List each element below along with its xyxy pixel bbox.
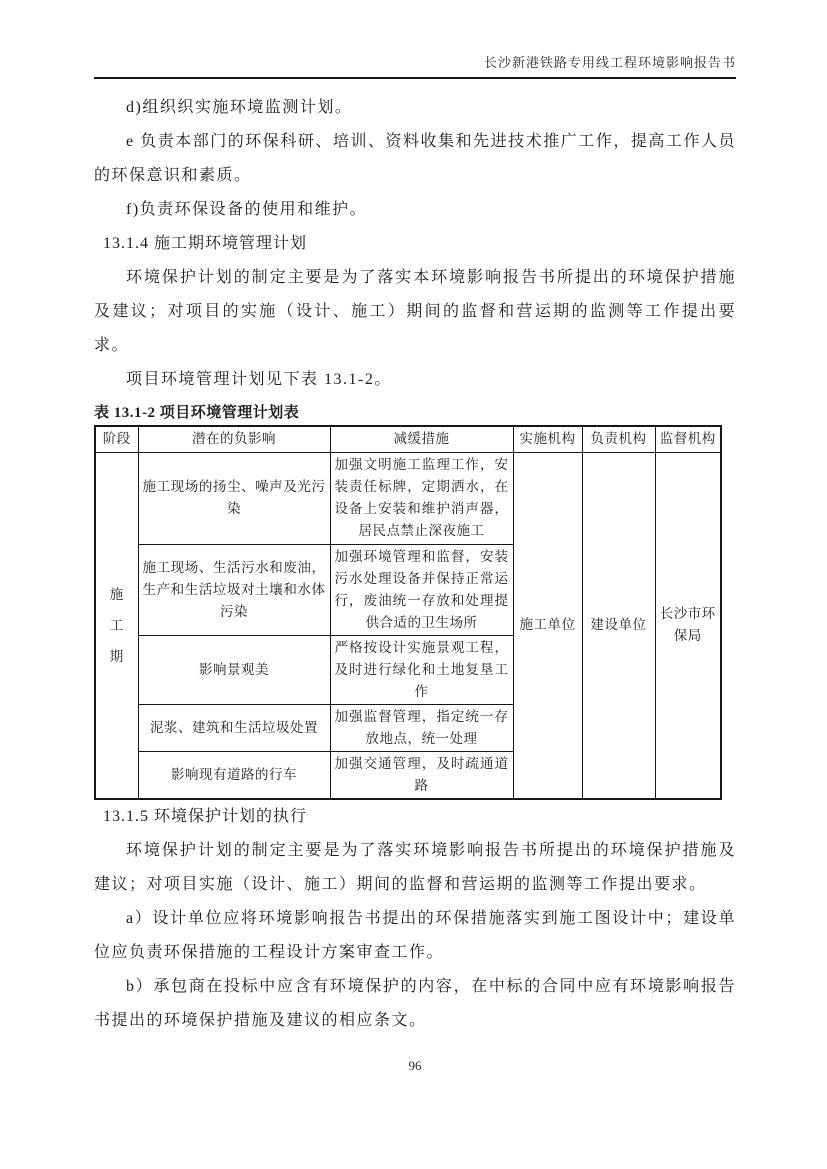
impact-cell: 影响现有道路的行车: [138, 751, 330, 799]
page-content: [94, 0, 736, 1038]
mitigation-cell: 加强文明施工监理工作，安装责任标牌，定期洒水，在设备上安装和维护消声器，居民点禁止深夜施工: [330, 452, 513, 544]
responsible-org-cell: 建设单位: [582, 452, 655, 799]
management-plan-table: [94, 425, 722, 800]
paragraph-item-a: a）设计单位应将环境影响报告书提出的环保措施落实到施工图设计中；建设单位应负责环保措施的工程设计方案审查工作。: [94, 910, 736, 961]
impact-cell: 施工现场、生活污水和废油，生产和生活垃圾对土壤和水体污染: [138, 544, 330, 635]
impact-cell: 影响景观美: [138, 635, 330, 704]
mitigation-cell: 严格按设计实施景观工程，及时进行绿化和土地复垦工作: [330, 635, 513, 704]
paragraph-plan-2: 环境保护计划的制定主要是为了落实环境影响报告书所提出的环境保护措施及建议；对项目实施（设计、施工）期间的监督和营运期的监测等工作提出要求。: [94, 842, 736, 893]
impact-cell: 泥浆、建筑和生活垃圾处置: [138, 704, 330, 751]
running-header: [94, 0, 736, 79]
table-row: [95, 452, 721, 544]
column-header-impact: 潜在的负影响: [138, 426, 330, 452]
paragraph-plan-1: 环境保护计划的制定主要是为了落实本环境影响报告书所提出的环境保护措施及建议；对项目的实施（设计、施工）期间的监督和营运期的监测等工作提出要求。: [94, 269, 736, 354]
column-header-stage: 阶段: [95, 426, 138, 452]
paragraph-item-d: d)组织织实施环境监测计划。: [126, 99, 353, 116]
paragraph-item-e: e 负责本部门的环保科研、培训、资料收集和先进技术推广工作，提高工作人员的环保意识和素质。: [94, 133, 736, 184]
column-header-implementing-org: 实施机构: [513, 426, 582, 452]
column-header-supervising-org: 监督机构: [655, 426, 721, 452]
mitigation-cell: 加强交通管理，及时疏通道路: [330, 751, 513, 799]
supervising-org-cell: 长沙市环保局: [655, 452, 721, 799]
section-heading-13-1-4: 13.1.4 施工期环境管理计划: [103, 235, 308, 252]
paragraph-item-b: b）承包商在投标中应含有环境保护的内容，在中标的合同中应有环境影响报告书提出的环境保护措施及建议的相应条文。: [94, 978, 736, 1029]
column-header-responsible-org: 负责机构: [582, 426, 655, 452]
stage-cell: [95, 452, 138, 799]
running-header-title: 长沙新港铁路专用线工程环境影响报告书: [483, 55, 736, 70]
paragraph-see-table: 项目环境管理计划见下表 13.1-2。: [126, 371, 392, 388]
body-text: [94, 91, 736, 1038]
mitigation-cell: 加强环境管理和监督，安装污水处理设备并保持正常运行，废油统一存放和处理提供合适的卫生场所: [330, 544, 513, 635]
table-header-row: [95, 426, 721, 452]
paragraph-item-f: f)负责环保设备的使用和维护。: [126, 201, 368, 218]
stage-label: 施工期: [109, 586, 124, 664]
impact-cell: 施工现场的扬尘、噪声及光污染: [138, 452, 330, 544]
page-number: 96: [408, 1058, 422, 1073]
column-header-mitigation: 减缓措施: [330, 426, 513, 452]
implementing-org-cell: 施工单位: [513, 452, 582, 799]
table-caption: 表 13.1-2 项目环境管理计划表: [94, 405, 300, 421]
mitigation-cell: 加强监督管理，指定统一存放地点，统一处理: [330, 704, 513, 751]
section-heading-13-1-5: 13.1.5 环境保护计划的执行: [103, 808, 308, 825]
